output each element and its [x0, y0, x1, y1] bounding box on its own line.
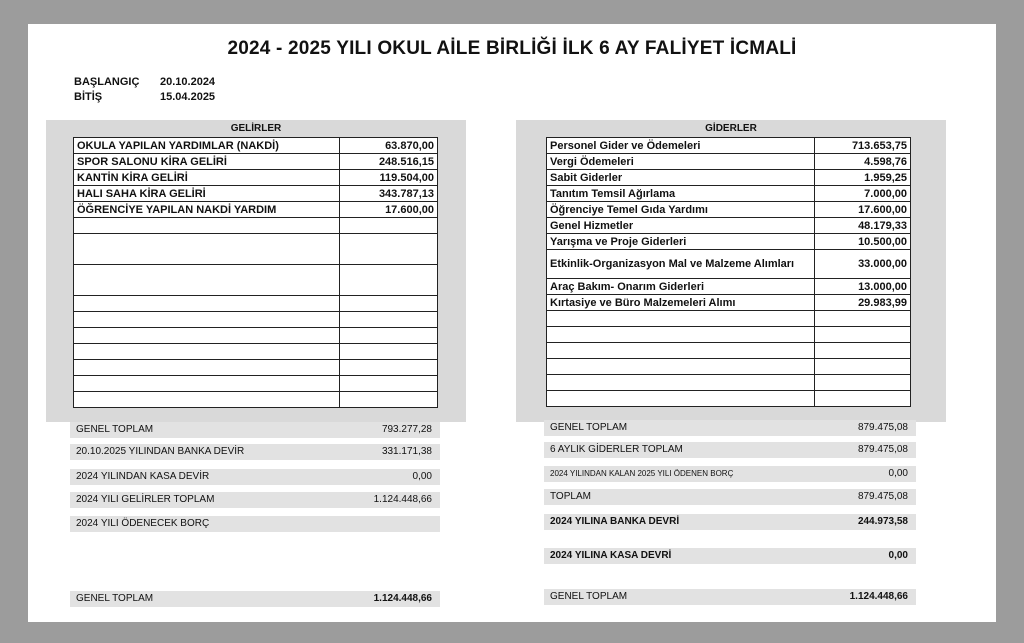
income-summary-row: 2024 YILI GELİRLER TOPLAM 1.124.448,66 — [70, 492, 440, 508]
table-row: Personel Gider ve Ödemeleri 713.653,75 — [547, 138, 911, 154]
empty-row — [74, 328, 438, 344]
table-row: Kırtasiye ve Büro Malzemeleri Alımı 29.983,99 — [547, 295, 911, 311]
table-row: Öğrenciye Temel Gıda Yardımı 17.600,00 — [547, 202, 911, 218]
table-row: Vergi Ödemeleri 4.598,76 — [547, 154, 911, 170]
expense-summary-row: GENEL TOPLAM 879.475,08 — [544, 420, 916, 436]
empty-row — [74, 392, 438, 408]
expense-header: GİDERLER — [516, 122, 946, 136]
income-summary-row: GENEL TOPLAM 793.277,28 — [70, 422, 440, 438]
income-header: GELİRLER — [46, 122, 466, 136]
table-row: HALI SAHA KİRA GELİRİ 343.787,13 — [74, 186, 438, 202]
income-summary-row: 2024 YILI ÖDENECEK BORÇ — [70, 516, 440, 532]
table-row: OKULA YAPILAN YARDIMLAR (NAKDİ) 63.870,00 — [74, 138, 438, 154]
start-value: 20.10.2024 — [160, 75, 216, 88]
table-row: Yarışma ve Proje Giderleri 10.500,00 — [547, 234, 911, 250]
document-page — [28, 24, 996, 622]
empty-row — [547, 375, 911, 391]
empty-row — [547, 391, 911, 407]
table-row: Etkinlik-Organizasyon Mal ve Malzeme Alımları 33.000,00 — [547, 250, 911, 279]
empty-row — [74, 218, 438, 234]
empty-row — [547, 359, 911, 375]
expense-summary-row: 2024 YILINA KASA DEVRİ 0,00 — [544, 548, 916, 564]
empty-row — [74, 234, 438, 265]
end-value: 15.04.2025 — [160, 90, 216, 103]
income-summary-row: 20.10.2025 YILINDAN BANKA DEVİR 331.171,38 — [70, 444, 440, 460]
empty-row — [74, 312, 438, 328]
table-row: KANTİN KİRA GELİRİ 119.504,00 — [74, 170, 438, 186]
table-row: Sabit Giderler 1.959,25 — [547, 170, 911, 186]
empty-row — [74, 296, 438, 312]
table-row: ÖĞRENCİYE YAPILAN NAKDİ YARDIM 17.600,00 — [74, 202, 438, 218]
date-range — [74, 74, 215, 104]
expense-summary-row: 2024 YILINA BANKA DEVRİ 244.973,58 — [544, 514, 916, 530]
expense-summary-row: 2024 YILINDAN KALAN 2025 YILI ÖDENEN BORÇ 0,00 — [544, 466, 916, 482]
expense-summary-row: 6 AYLIK GİDERLER TOPLAM 879.475,08 — [544, 442, 916, 458]
empty-row — [547, 327, 911, 343]
income-summary-row: 2024 YILINDAN KASA DEVİR 0,00 — [70, 469, 440, 485]
table-row: Tanıtım Temsil Ağırlama 7.000,00 — [547, 186, 911, 202]
income-table — [73, 137, 438, 408]
expense-final-total: GENEL TOPLAM 1.124.448,66 — [544, 589, 916, 605]
document-title: 2024 - 2025 YILI OKUL AİLE BİRLİĞİ İLK 6 AY FALİYET İCMALİ — [227, 38, 797, 59]
empty-row — [74, 344, 438, 360]
empty-row — [547, 343, 911, 359]
expense-table — [546, 137, 911, 407]
table-row: SPOR SALONU KİRA GELİRİ 248.516,15 — [74, 154, 438, 170]
table-row: Genel Hizmetler 48.179,33 — [547, 218, 911, 234]
end-label: BİTİŞ — [74, 90, 103, 103]
empty-row — [74, 376, 438, 392]
empty-row — [74, 360, 438, 376]
table-row: Araç Bakım- Onarım Giderleri 13.000,00 — [547, 279, 911, 295]
empty-row — [74, 265, 438, 296]
expense-summary-row: TOPLAM 879.475,08 — [544, 489, 916, 505]
start-label: BAŞLANGIÇ — [74, 75, 140, 88]
income-final-total: GENEL TOPLAM 1.124.448,66 — [70, 591, 440, 607]
empty-row — [547, 311, 911, 327]
